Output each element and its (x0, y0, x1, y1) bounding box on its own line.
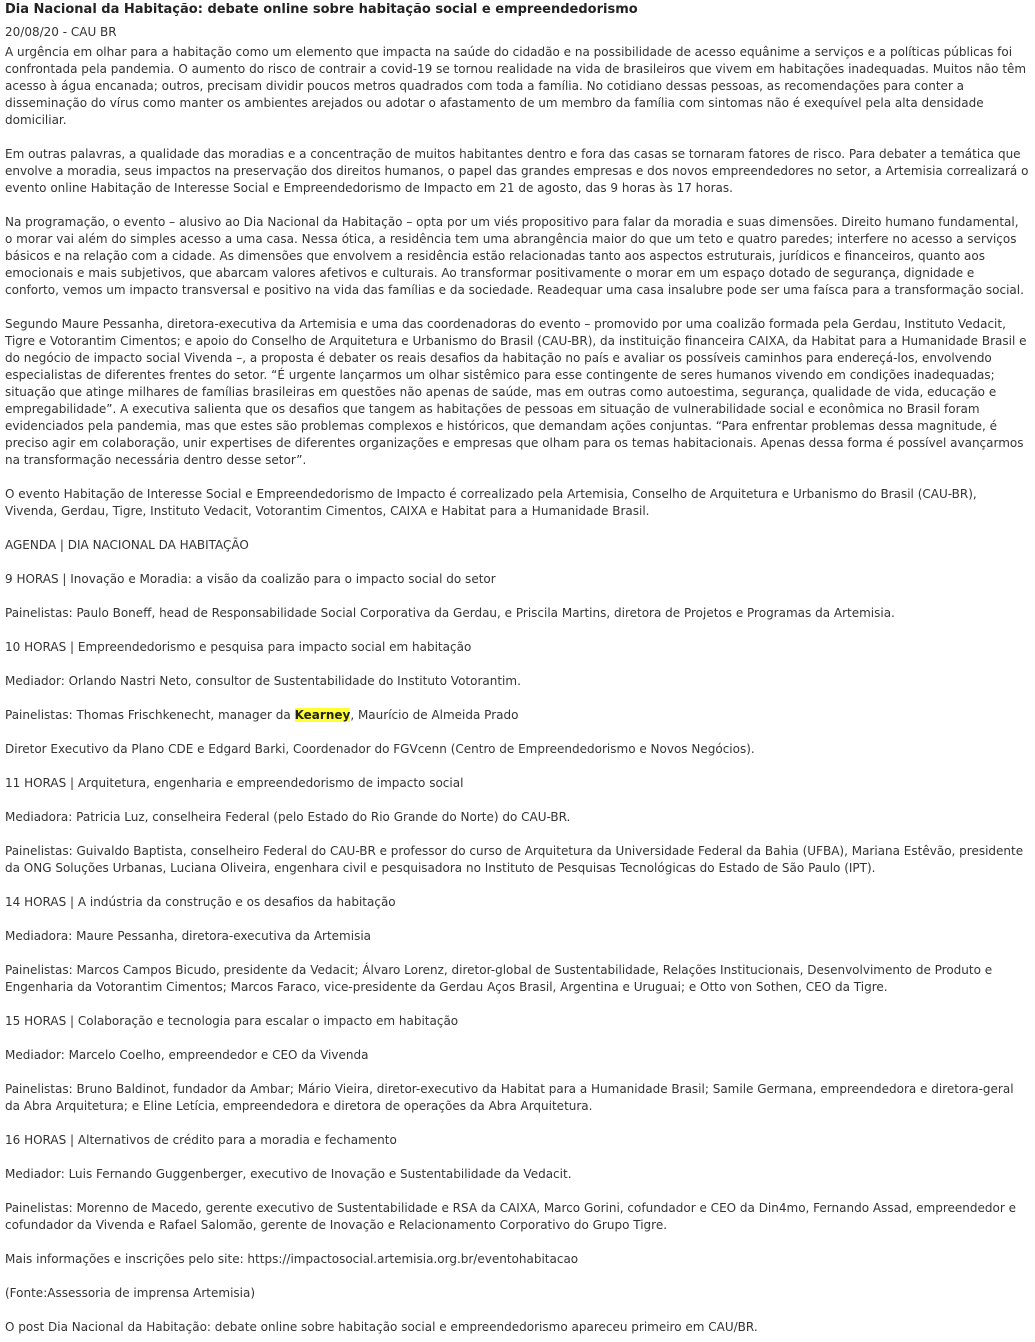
paragraph: A urgência em olhar para a habitação como um elemento que impacta na saúde do cidadão e na possibilidade de acesso equânime a serviços e a políticas públicas foi confrontada pela pandemia. O aumento do risco de contrair a covid-19 se tornou realidade na vida de brasileiros que vivem em habitações inadequadas. Muitos não têm acesso à água encanada; outros, precisam dividir poucos metros quadrados com toda a família. No cotidiano dessas pessoas, as recomendações para conter a disseminação do vírus como manter os ambientes arejados ou adotar o afastamento de um membro da família com sintomas não é exequível pela alta densidade domiciliar. (5, 45, 1027, 127)
agenda-panelists: Painelistas: Morenno de Macedo, gerente executivo de Sustentabilidade e RSA da CAIXA, Marco Gorini, cofundador e CEO da Din4mo, Fernando Assad, empreendedor e cofundador da Vivenda e Rafael Salomão, gerente de Inovação e Relacionamento Corporativo do Grupo Tigre. (5, 1201, 1016, 1232)
panelists-text-after: , Maurício de Almeida Prado (350, 708, 519, 722)
article-date-source: 20/08/20 - CAU BR (5, 25, 117, 39)
article-title: Dia Nacional da Habitação: debate online sobre habitação social e empreendedorismo (5, 2, 638, 17)
agenda-mediator: Mediador: Orlando Nastri Neto, consultor de Sustentabilidade do Instituto Votorantim. (5, 674, 521, 688)
agenda-session-title: 14 HORAS | A indústria da construção e os desafios da habitação (5, 895, 396, 909)
agenda-panelists: Painelistas: Marcos Campos Bicudo, presidente da Vedacit; Álvaro Lorenz, diretor-global de Sustentabilidade, Relações Institucionais, Desenvolvimento de Produto e Engenharia da Votorantim Cimentos; Marcos Faraco, vice-presidente da Gerdau Aços Brasil, Argentina e Uruguai; e Otto von Sothen, CEO da Tigre. (5, 963, 993, 994)
agenda-session-title: 11 HORAS | Arquitetura, engenharia e empreendedorismo de impacto social (5, 776, 464, 790)
agenda-session-title: 9 HORAS | Inovação e Moradia: a visão da coalizão para o impacto social do setor (5, 572, 496, 586)
agenda-mediator: Mediadora: Maure Pessanha, diretora-executiva da Artemisia (5, 929, 372, 943)
agenda-panelists: Painelistas: Guivaldo Baptista, conselheiro Federal do CAU-BR e professor do curso de Arquitetura da Universidade Federal da Bahia (UFBA), Mariana Estêvão, presidente da ONG Soluções Urbanas, Luciana Oliveira, engenhara civil e pesquisadora no Instituto de Pesquisas Tecnológicas do Estado de São Paulo (IPT). (5, 844, 1024, 875)
agenda-mediator: Mediadora: Patricia Luz, conselheira Federal (pelo Estado do Rio Grande do Norte) do CAU-BR. (5, 810, 571, 824)
paragraph: Diretor Executivo da Plano CDE e Edgard Barki, Coordenador do FGVcenn (Centro de Empreendedorismo e Novos Negócios). (5, 742, 755, 756)
more-info-line: Mais informações e inscrições pelo site: https://impactosocial.artemisia.org.br/eventohabitacao (5, 1252, 579, 1266)
agenda-panelists: Painelistas: Bruno Baldinot, fundador da Ambar; Mário Vieira, diretor-executivo da Habitat para a Humanidade Brasil; Samile Germana, empreendedora e diretora-geral da Abra Arquitetura; e Eline Letícia, empreendedora e diretora de operações da Abra Arquitetura. (5, 1082, 1014, 1113)
post-footer-line: O post Dia Nacional da Habitação: debate online sobre habitação social e empreendedorismo apareceu primeiro em CAU/BR. (5, 1320, 758, 1334)
agenda-session-title: 10 HORAS | Empreendedorismo e pesquisa para impacto social em habitação (5, 640, 472, 654)
agenda-session-title: 15 HORAS | Colaboração e tecnologia para escalar o impacto em habitação (5, 1014, 459, 1028)
panelists-text-before: Painelistas: Thomas Frischkenecht, manager da (5, 708, 295, 722)
agenda-heading: AGENDA | DIA NACIONAL DA HABITAÇÃO (5, 538, 249, 552)
paragraph: Na programação, o evento – alusivo ao Dia Nacional da Habitação – opta por um viés propositivo para falar da moradia e suas dimensões. Direito humano fundamental, o morar vai além do simples acesso a uma casa. Nessa ótica, a residência tem uma abrangência maior do que um teto e quatro paredes; interfere no acesso a serviços básicos e na relação com a cidade. As dimensões que envolvem a residência estão relacionadas tanto aos aspectos estruturais, jurídicos e financeiros, quanto aos emocionais e mais subjetivos, que abarcam valores afetivos e culturais. Ao transformar positivamente o morar em um espaço dotado de segurança, dignidade e conforto, vemos um impacto transversal e positivo na vida das famílias e da sociedade. Readequar uma casa insalubre pode ser uma faísca para a transformação social. (5, 215, 1024, 297)
agenda-session-title: 16 HORAS | Alternativos de crédito para a moradia e fechamento (5, 1133, 397, 1147)
paragraph: Segundo Maure Pessanha, diretora-executiva da Artemisia e uma das coordenadoras do evento – promovido por uma coalizão formada pela Gerdau, Instituto Vedacit, Tigre e Votorantim Cimentos; e apoio do Conselho de Arquitetura e Urbanismo do Brasil (CAU-BR), da instituição financeira CAIXA, da Habitat para a Humanidade Brasil e do negócio de impacto social Vivenda –, a proposta é debater os reais desafios da habitação no país e avaliar os possíveis caminhos para endereçá-los, envolvendo especialistas de diferentes frentes do setor. “É urgente lançarmos um olhar sistêmico para esse contingente de seres humanos vivendo em condições inadequadas; situação que atinge milhares de famílias brasileiras em questões não apenas de saúde, mas em outras como autoestima, segurança, qualidade de vida, educação e empregabilidade”. A executiva salienta que os desafios que tangem as habitações de pessoas em situação de vulnerabilidade social e econômica no Brasil foram evidenciados pela pandemia, mas que estes são problemas complexos e históricos, que demandam ações conjuntas. “Para enfrentar problemas dessa magnitude, é preciso agir em colaboração, unir expertises de diferentes organizações e empresas que olham para os temas habitacionais. Apenas dessa forma é possível avançarmos na transformação necessária dentro desse setor”. (5, 317, 1027, 467)
agenda-mediator: Mediador: Luis Fernando Guggenberger, executivo de Inovação e Sustentabilidade da Vedacit. (5, 1167, 572, 1181)
highlighted-term: Kearney (294, 708, 351, 722)
agenda-mediator: Mediador: Marcelo Coelho, empreendedor e CEO da Vivenda (5, 1048, 369, 1062)
article (0, 1, 1035, 1336)
source-line: (Fonte:Assessoria de imprensa Artemisia) (5, 1286, 256, 1300)
paragraph: O evento Habitação de Interesse Social e Empreendedorismo de Impacto é correalizado pela Artemisia, Conselho de Arquitetura e Urbanismo do Brasil (CAU-BR), Vivenda, Gerdau, Tigre, Instituto Vedacit, Votorantim Cimentos, CAIXA e Habitat para a Humanidade Brasil. (5, 487, 977, 518)
paragraph: Em outras palavras, a qualidade das moradias e a concentração de muitos habitantes dentro e fora das casas se tornaram fatores de risco. Para debater a temática que envolve a moradia, seus impactos na preservação dos direitos humanos, o papel das grandes empresas e dos novos empreendedores no setor, a Artemisia correalizará o evento online Habitação de Interesse Social e Empreendedorismo de Impacto em 21 de agosto, das 9 horas às 17 horas. (5, 147, 1029, 195)
agenda-panelists-kearney (5, 707, 1029, 724)
agenda-panelists: Painelistas: Paulo Boneff, head de Responsabilidade Social Corporativa da Gerdau, e Priscila Martins, diretora de Projetos e Programas da Artemisia. (5, 606, 895, 620)
